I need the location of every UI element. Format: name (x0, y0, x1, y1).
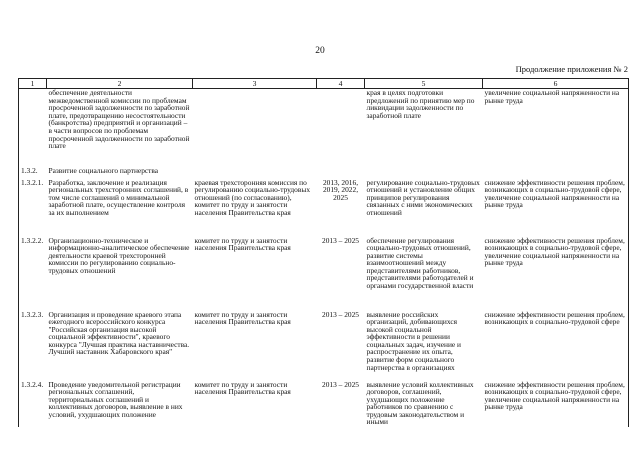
measure-cell: Организационно-техническое и информационно-аналитическое обеспечение деятельности краевой трехсторонней комиссии по регулированию социально-трудовых отношений (48, 235, 190, 275)
column-header: 1 (19, 79, 47, 89)
years-cell (317, 89, 365, 167)
years-cell: 2013 – 2025 (322, 235, 359, 245)
row-number: 1.3.2. (19, 167, 47, 179)
measure-cell: Организация и проведение краевого этапа ежегодного всероссийского конкурса "Российская организация высокой социальной эффективности", краевого конкурса "Лучшая практика наставничества. Лучший наставник Хабаровского края" (48, 309, 190, 357)
result-cell (365, 167, 483, 179)
effect-cell (483, 167, 629, 179)
result-cell: регулирование социально-трудовых отношений и установление общих принципов регулирования связанных с ними экономических отношений (366, 177, 480, 217)
executor-cell (193, 167, 317, 179)
measures-table (18, 78, 629, 427)
effect-cell: снижение эффективности решения проблем, возникающих в социально-трудовой сфере, увеличение социальной напряженности на рынке труда (483, 381, 629, 427)
effect-cell: снижение эффективности решения проблем, возникающих в социально-трудовой сфере (483, 311, 629, 381)
row-number (19, 89, 47, 167)
measure-cell: Проведение уведомительной регистрации региональных соглашений, территориальных соглашений и коллективных договоров, выявление в них условий, ухудшающих положение (48, 379, 183, 419)
result-cell: обеспечение регулирования социально-трудовых отношений, развитие системы взаимоотношений между представителями работников, представителями работодателей и органами государственной власти (366, 235, 474, 291)
years-cell: 2013, 2016, 2019, 2022, 2025 (322, 177, 359, 202)
header-row (19, 79, 629, 89)
column-header: 2 (47, 79, 193, 89)
row-number: 1.3.2.2. (19, 237, 47, 311)
measure-cell: Развитие социального партнерства (48, 165, 159, 175)
effect-cell: снижение эффективности решения проблем, возникающих в социально-трудовой сфере, увеличение социальной напряженности на рынке труда (483, 179, 629, 237)
years-cell (317, 167, 365, 179)
years-cell: 2013 – 2025 (322, 379, 359, 389)
table-row (19, 89, 629, 167)
measure-cell: обеспечение деятельности межведомственной комиссии по проблемам просроченной задолженности по заработной плате, предотвращению несостоятельности (банкротства) предприятий и организаций – в части вопросов по проблемам просроченной задолженности по заработной плате (48, 88, 190, 151)
table-row (19, 381, 629, 427)
table-row (19, 237, 629, 311)
executor-cell: комитет по труду и занятости населения Правительства края (194, 309, 291, 327)
row-number: 1.3.2.1. (19, 179, 47, 237)
table-row (19, 179, 629, 237)
executor-cell: краевая трехсторонняя комиссия по регулированию социально-трудовых отношений (по согласованию), комитет по труду и занятости населения Правительства края (194, 177, 311, 217)
result-cell: выявление российских организаций, добивающихся высокой социальной эффективности в решении социальных задач, изучение и распространение их опыта, развитие форм социального партнерства в организациях (366, 309, 462, 372)
result-cell: выявление условий коллективных договоров, соглашений, ухудшающих положение работников по сравнению с трудовым законодательством и иными (366, 379, 474, 427)
continuation-caption: Продолжение приложения № 2 (515, 64, 628, 74)
executor-cell: комитет по труду и занятости населения Правительства края (194, 379, 291, 397)
row-number: 1.3.2.4. (19, 381, 47, 427)
table-row (19, 311, 629, 381)
years-cell: 2013 – 2025 (322, 309, 359, 319)
executor-cell (193, 89, 317, 167)
column-header: 5 (365, 79, 483, 89)
column-header: 3 (193, 79, 317, 89)
column-header: 6 (483, 79, 629, 89)
page-number: 20 (315, 46, 325, 56)
table-row (19, 167, 629, 179)
row-number: 1.3.2.3. (19, 311, 47, 381)
result-cell: края в целях подготовки предложений по принятию мер по ликвидации задолженности по заработной плате (366, 88, 475, 120)
executor-cell: комитет по труду и занятости населения Правительства края (194, 235, 291, 253)
effect-cell: увеличение социальной напряженности на рынке труда (483, 89, 629, 167)
measure-cell: Разработка, заключение и реализация региональных трехсторонних соглашений, в том числе соглашений о минимальной заработной плате, осуществление контроля за их выполнением (48, 177, 189, 217)
effect-cell: снижение эффективности решения проблем, возникающих в социально-трудовой сфере, увеличение социальной напряженности на рынке труда (483, 237, 629, 311)
column-header: 4 (317, 79, 365, 89)
